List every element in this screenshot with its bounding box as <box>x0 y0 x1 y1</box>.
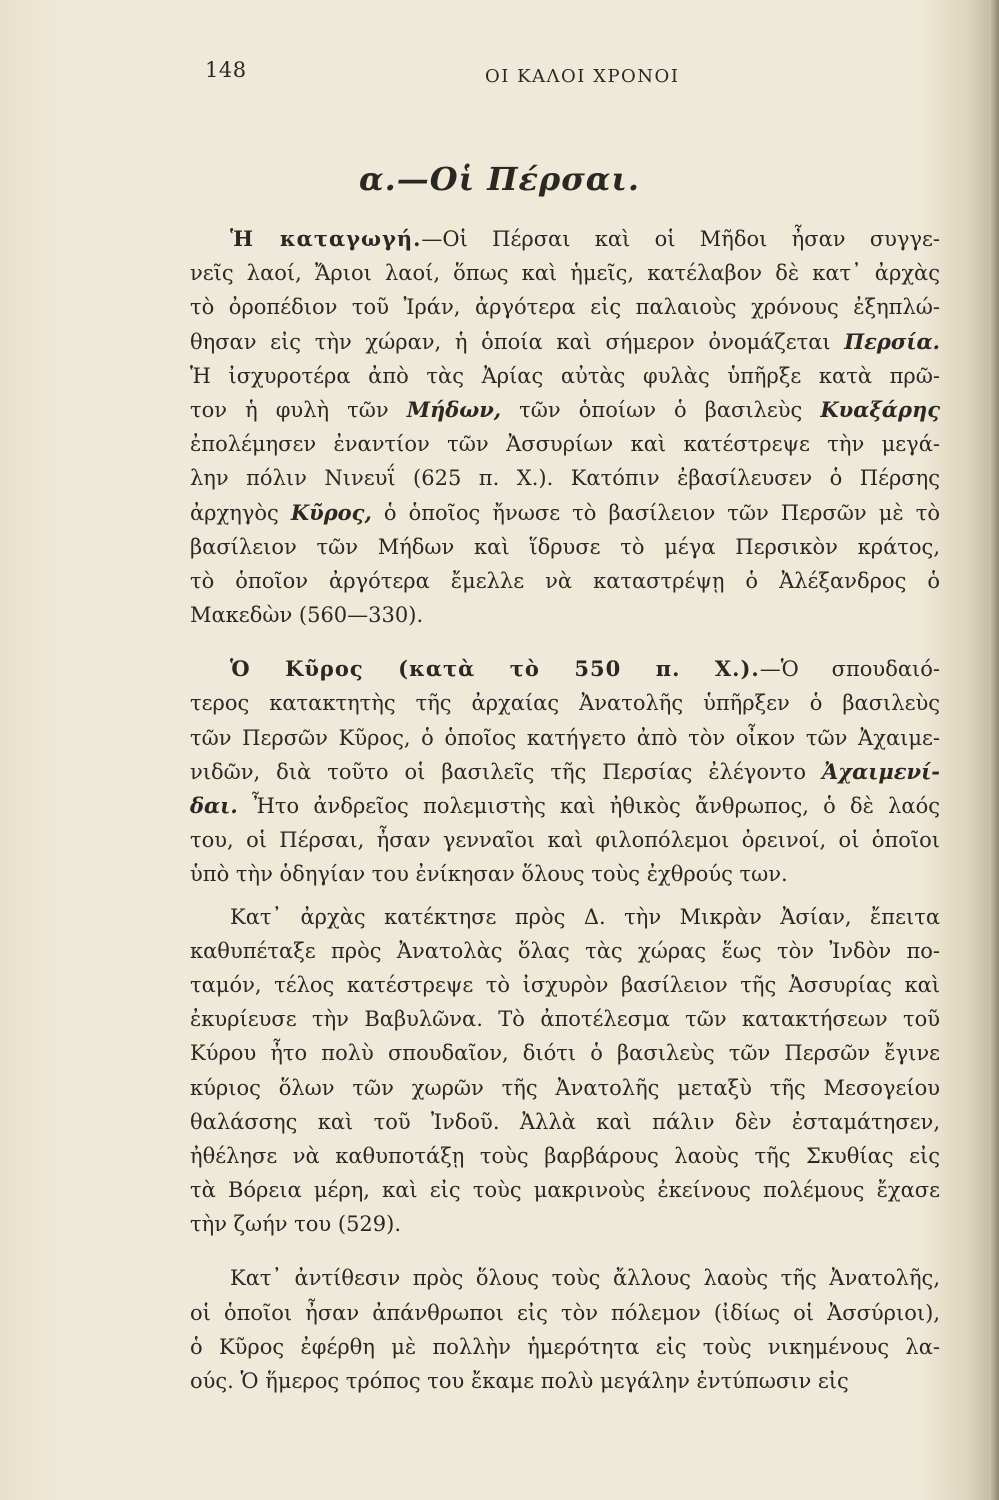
section-heading: Ὁ Κῦρος (κατὰ τὸ 550 π. Χ.). <box>230 656 760 682</box>
text-line <box>190 857 940 891</box>
text-line <box>190 496 940 530</box>
text-line <box>190 1173 940 1207</box>
text-run: —Οἱ Πέρσαι καὶ οἱ Μῆδοι ἦσαν συγγε- <box>421 227 940 251</box>
running-title: ΟΙ ΚΑΛΟΙ ΧΡΟΝΟΙ <box>485 66 680 87</box>
text-run: ὑπὸ τὴν ὁδηγίαν του ἐνίκησαν ὅλους τοὺς ἐχθρούς των. <box>190 862 788 887</box>
text-run: βασίλειον τῶν Μήδων καὶ ἵδρυσε τὸ μέγα Περσικὸν κράτος, <box>190 534 940 559</box>
text-run: τὴν ζωήν του (529). <box>190 1212 402 1237</box>
text-line <box>190 686 940 720</box>
text-line <box>190 564 940 598</box>
section-title: α.—Οἱ Πέρσαι. <box>358 160 641 198</box>
text-run: νιδῶν, διὰ τοῦτο οἱ βασιλεῖς τῆς Περσίας ἐλέγοντο <box>190 759 822 784</box>
emphasized-term: δαι. <box>190 793 238 818</box>
text-run: ἠθέλησε νὰ καθυποτάξῃ τοὺς βαρβάρους λαοὺς τῆς Σκυθίας εἰς <box>190 1143 940 1168</box>
body-text <box>190 222 940 1398</box>
text-line <box>190 823 940 857</box>
text-line <box>190 968 940 1002</box>
text-line <box>190 721 940 755</box>
text-run: τῶν Περσῶν Κῦρος, ὁ ὁποῖος κατήγετο ἀπὸ τὸν οἶκον τῶν Ἀχαιμε- <box>190 725 940 750</box>
text-line <box>190 1036 940 1070</box>
text-run: Κατ᾿ ἀρχὰς κατέκτησε πρὸς Δ. τὴν Μικρὰν Ἀσίαν, ἔπειτα <box>230 904 940 929</box>
text-line <box>190 1139 940 1173</box>
text-line <box>190 1296 940 1330</box>
text-line <box>190 530 940 564</box>
paragraph-gap <box>190 1241 940 1261</box>
emphasized-term: Ἀχαιμενί- <box>821 758 940 784</box>
text-line <box>190 461 940 495</box>
emphasized-term: Κῦρος, <box>290 499 372 525</box>
emphasized-term: Κυαξάρης <box>820 396 940 422</box>
text-run: Κατ᾿ ἀντίθεσιν πρὸς ὅλους τοὺς ἄλλους λαοὺς τῆς Ἀνατολῆς, <box>230 1266 940 1291</box>
text-run: τον ἡ φυλὴ τῶν <box>190 397 407 422</box>
text-line <box>190 1207 940 1241</box>
text-run: κύριος ὅλων τῶν χωρῶν τῆς Ἀνατολῆς μεταξὺ τῆς Μεσογείου <box>190 1075 940 1100</box>
text-run: Ἦτο ἀνδρεῖος πολεμιστὴς καὶ ἠθικὸς ἄνθρωπος, ὁ δὲ λαός <box>237 794 940 818</box>
text-line <box>190 789 940 823</box>
text-line <box>190 393 940 427</box>
text-run: του, οἱ Πέρσαι, ἦσαν γενναῖοι καὶ φιλοπόλεμοι ὀρεινοί, οἱ ὁποῖοι <box>190 828 940 853</box>
text-run: οἱ ὁποῖοι ἦσαν ἀπάνθρωποι εἰς τὸν πόλεμον (ἰδίως οἱ Ἀσσύριοι), <box>190 1300 940 1325</box>
paragraph <box>190 1261 940 1398</box>
text-line <box>190 290 940 324</box>
text-run: θησαν εἰς τὴν χώραν, ἡ ὁποία καὶ σήμερον ὀνομάζεται <box>190 329 845 354</box>
paragraph <box>190 652 940 891</box>
text-line <box>190 755 940 789</box>
text-run: καθυπέταξε πρὸς Ἀνατολὰς ὅλας τὰς χώρας ἕως τὸν Ἰνδὸν πο- <box>190 938 940 963</box>
text-line <box>190 1105 940 1139</box>
text-line <box>190 325 940 359</box>
text-line <box>190 934 940 968</box>
text-line <box>190 1261 940 1295</box>
text-run: ἐπολέμησεν ἐναντίον τῶν Ἀσσυρίων καὶ κατέστρεψε τὴν μεγά- <box>190 432 940 457</box>
text-run: τὰ Βόρεια μέρη, καὶ εἰς τοὺς μακρινοὺς ἐκείνους πολέμους ἔχασε <box>190 1178 940 1203</box>
text-line <box>190 1002 940 1036</box>
text-run: λην πόλιν Νινευΐ (625 π. Χ.). Κατόπιν ἐβασίλευσεν ὁ Πέρσης <box>190 466 940 491</box>
text-line <box>190 359 940 393</box>
text-run: ὁ Κῦρος ἐφέρθη μὲ πολλὴν ἡμερότητα εἰς τοὺς νικημένους λα- <box>190 1334 940 1359</box>
paragraph <box>190 900 940 1242</box>
page-header <box>205 58 935 98</box>
paragraph-gap <box>190 632 940 652</box>
text-run: νεῖς λαοί, Ἄριοι λαοί, ὅπως καὶ ἡμεῖς, κατέλαβον δὲ κατ᾿ ἀρχὰς <box>190 261 940 286</box>
text-run: ὁ ὁποῖος ἤνωσε τὸ βασίλειον τῶν Περσῶν μὲ τὸ <box>371 500 940 525</box>
section-heading: Ἡ καταγωγή. <box>230 226 422 251</box>
paragraph <box>190 222 940 632</box>
text-line <box>190 1071 940 1105</box>
text-run: Κύρου ἦτο πολὺ σπουδαῖον, διότι ὁ βασιλεὺς τῶν Περσῶν ἔγινε <box>190 1041 940 1066</box>
text-line <box>190 900 940 934</box>
text-line <box>190 598 940 632</box>
text-run: ούς. Ὁ ἥμερος τρόπος του ἔκαμε πολὺ μεγάλην ἐντύπωσιν εἰς <box>190 1369 849 1393</box>
paragraph-gap <box>190 892 940 900</box>
text-line <box>190 256 940 290</box>
text-line <box>190 652 940 686</box>
text-run: —Ὁ σπουδαιό- <box>759 657 940 682</box>
text-run: τερος κατακτητὴς τῆς ἀρχαίας Ἀνατολῆς ὑπῆρξεν ὁ βασιλεὺς <box>190 691 940 716</box>
text-run: Ἡ ἰσχυροτέρα ἀπὸ τὰς Ἀρίας αὐτὰς φυλὰς ὑπῆρξε κατὰ πρῶ- <box>190 363 940 388</box>
text-line <box>190 222 940 256</box>
page-number: 148 <box>205 58 247 82</box>
text-run: θαλάσσης καὶ τοῦ Ἰνδοῦ. Ἀλλὰ καὶ πάλιν δὲν ἐσταμάτησεν, <box>190 1109 940 1134</box>
emphasized-term: Περσία. <box>844 328 940 354</box>
text-run: τὸ ὀροπέδιον τοῦ Ἰράν, ἀργότερα εἰς παλαιοὺς χρόνους ἐξηπλώ- <box>190 295 940 320</box>
text-line <box>190 1364 940 1398</box>
page-edge <box>989 0 999 1500</box>
text-line <box>190 1330 940 1364</box>
text-line <box>190 427 940 461</box>
text-run: ἀρχηγὸς <box>190 500 291 525</box>
text-run: τὸ ὁποῖον ἀργότερα ἔμελλε νὰ καταστρέψῃ ὁ Ἀλέξανδρος ὁ <box>190 568 940 593</box>
text-run: ταμόν, τέλος κατέστρεψε τὸ ἰσχυρὸν βασίλειον τῆς Ἀσσυρίας καὶ <box>190 972 940 997</box>
text-run: τῶν ὁποίων ὁ βασιλεὺς <box>501 397 821 422</box>
text-run: Μακεδὼν (560—330). <box>190 603 424 628</box>
text-run: ἐκυρίευσε τὴν Βαβυλῶνα. Τὸ ἀποτέλεσμα τῶν κατακτήσεων τοῦ <box>190 1007 940 1032</box>
emphasized-term: Μήδων, <box>406 396 502 422</box>
